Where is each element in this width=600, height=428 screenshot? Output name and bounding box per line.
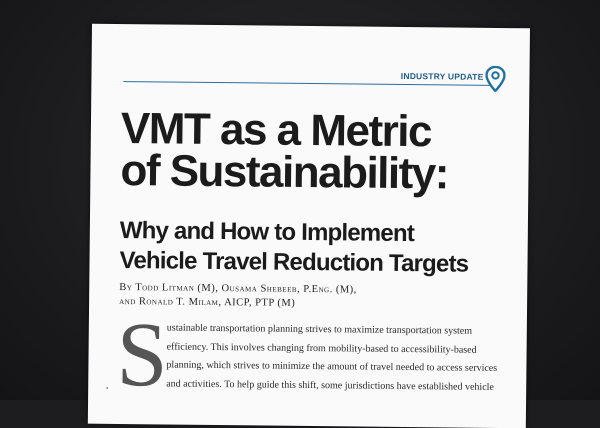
drop-cap: S (116, 302, 169, 406)
body-line: efficiency. This involves changing from mobility-based to accessibility-based (166, 341, 477, 356)
body-line: and activities. To help guide this shift, some jurisdictions have established vehicle (166, 378, 494, 393)
subtitle-line: Why and How to Implement (119, 217, 415, 248)
article-title (120, 104, 501, 199)
byline-line: By Todd Litman (M), Ousama Shebeeb, P.Eng. (M), (119, 282, 357, 296)
article-body (166, 320, 502, 398)
title-line: VMT as a Metric (120, 104, 432, 157)
section-label: INDUSTRY UPDATE (400, 70, 484, 82)
body-line: ustainable transportation planning strives to maximize transportation system (166, 322, 473, 337)
byline (119, 281, 499, 313)
subtitle-line: Vehicle Travel Reduction Targets (119, 247, 469, 278)
article-subtitle (119, 216, 500, 280)
header-rule (123, 81, 491, 86)
article-page (88, 24, 530, 428)
title-line: of Sustainability: (120, 146, 449, 199)
margin-mark: ▪ (106, 385, 109, 392)
body-line: planning, which strives to minimize the amount of travel needed to access services (166, 359, 498, 374)
byline-line: and Ronald T. Milam, AICP, PTP (M) (119, 296, 296, 309)
location-pin-icon (485, 66, 505, 92)
